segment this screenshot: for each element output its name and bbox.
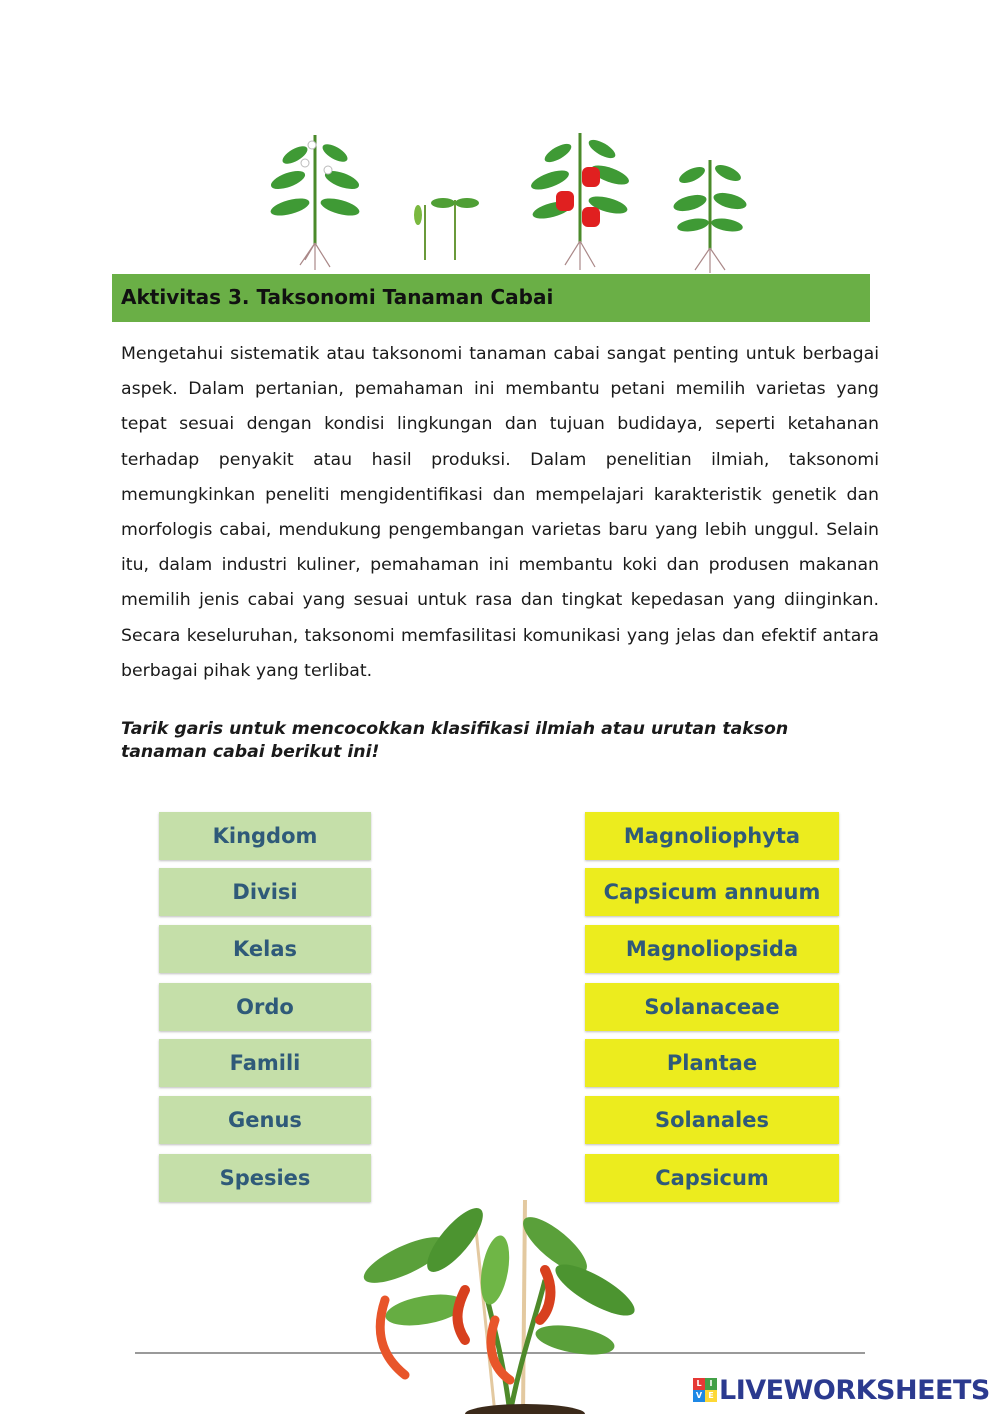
plant-growth-illustration [240, 125, 760, 275]
match-right-item[interactable]: Capsicum annuum [585, 868, 839, 916]
liveworksheets-logo [693, 1372, 990, 1408]
flowering-plant-icon [269, 135, 362, 270]
taxon-name-column [585, 812, 839, 1202]
match-left-item[interactable]: Spesies [159, 1154, 371, 1202]
match-right-item[interactable]: Magnoliopsida [585, 925, 839, 973]
logo-mark-icon: L I V E [693, 1378, 717, 1402]
match-right-item[interactable]: Capsicum [585, 1154, 839, 1202]
match-left-item[interactable]: Divisi [159, 868, 371, 916]
section-title: Aktivitas 3. Taksonomi Tanaman Cabai [121, 285, 554, 309]
match-left-item[interactable]: Kingdom [159, 812, 371, 860]
young-plant-icon [672, 160, 748, 273]
instruction-text: Tarik garis untuk mencocokkan klasifikasi ilmiah atau urutan takson tanaman cabai berikut ini! [121, 719, 789, 762]
chili-plant-illustration [345, 1200, 645, 1414]
match-right-item[interactable]: Solanales [585, 1096, 839, 1144]
seedling-icon [414, 198, 479, 260]
logo-text: LIVEWORKSHEETS [719, 1374, 990, 1406]
match-left-item[interactable]: Ordo [159, 983, 371, 1031]
match-left-item[interactable]: Famili [159, 1039, 371, 1087]
match-left-item[interactable]: Genus [159, 1096, 371, 1144]
fruiting-plant-icon [529, 133, 631, 270]
taxon-rank-column [159, 812, 371, 1202]
intro-paragraph: Mengetahui sistematik atau taksonomi tanaman cabai sangat penting untuk berbagai aspek. Dalam pertanian, pemahaman ini membantu petani memilih varietas yang tepat sesuai dengan kondisi lingkungan dan tujuan budidaya, seperti ketahanan terhadap penyakit atau hasil produksi. Dalam penelitian ilmiah, taksonomi memungkinkan peneliti mengidentifikasi dan mempelajari karakteristik genetik dan morfologis cabai, mendukung pengembangan varietas baru yang lebih unggul. Selain itu, dalam industri kuliner, pemahaman ini membantu koki dan produsen makanan memilih jenis cabai yang sesuai untuk rasa dan tingkat kepedasan yang diinginkan. Secara keseluruhan, taksonomi memfasilitasi komunikasi yang jelas dan efektif antara berbagai pihak yang terlibat. [121, 344, 879, 681]
match-right-item[interactable]: Solanaceae [585, 983, 839, 1031]
match-right-item[interactable]: Plantae [585, 1039, 839, 1087]
match-right-item[interactable]: Magnoliophyta [585, 812, 839, 860]
match-left-item[interactable]: Kelas [159, 925, 371, 973]
